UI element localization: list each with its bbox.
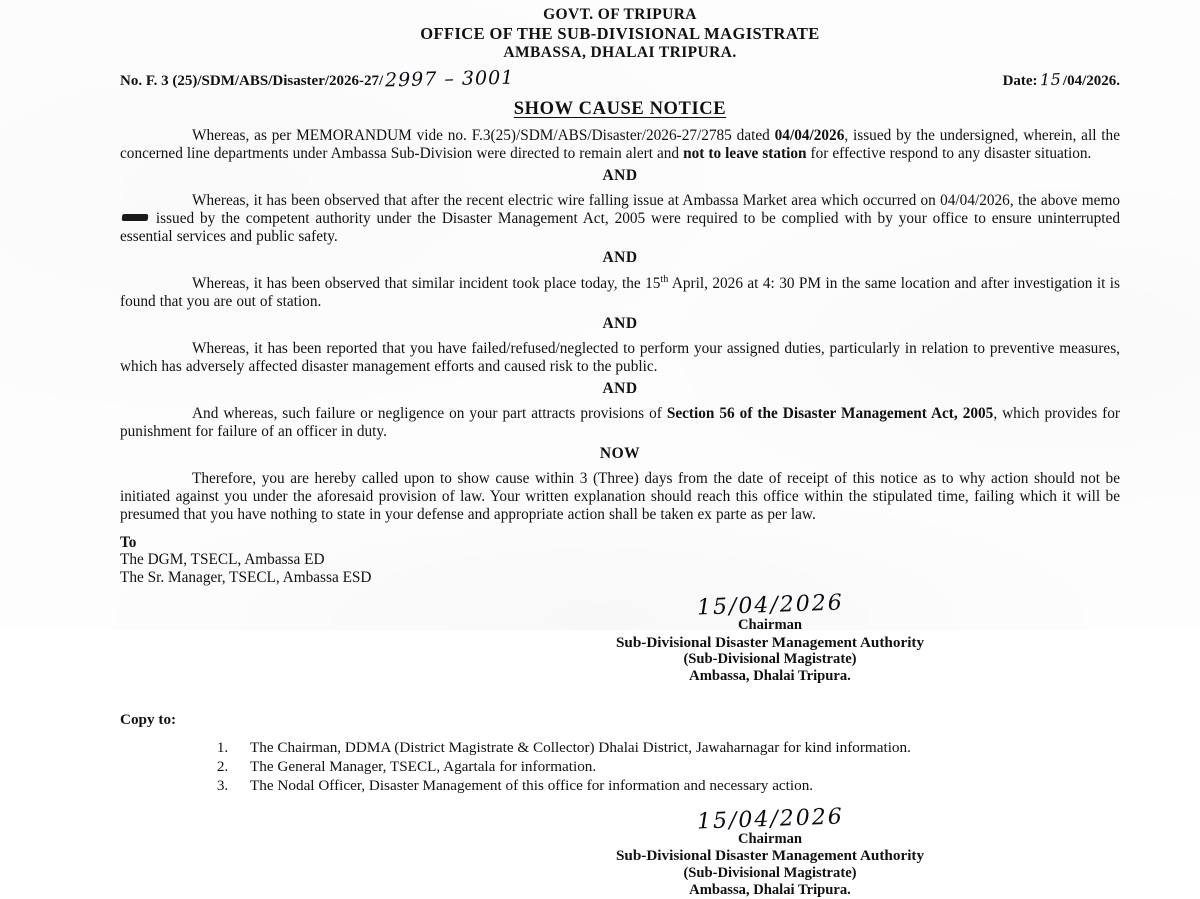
reference-number — [120, 68, 517, 90]
list-item: 2. The General Manager, TSECL, Agartala for information. — [232, 758, 1120, 776]
separator-and-4: AND — [602, 380, 638, 398]
separator-now: NOW — [599, 444, 641, 462]
date-field — [1003, 70, 1120, 90]
paragraph-2 — [120, 192, 1120, 246]
letterhead — [120, 6, 1120, 62]
signature-authority-secondary: Sub-Divisional Disaster Management Authority — [615, 847, 925, 865]
date-rest: /04/2026. — [1062, 73, 1120, 90]
signature-block-secondary — [120, 803, 1120, 899]
paragraph-4: Whereas, it has been reported that you have failed/refused/neglected to perform your assigned duties, particularly in relation to preventive measures, which has adversely affected disaster management efforts and caused risk to the public. — [120, 340, 1120, 376]
paragraph-5-text-b: , which provides for punishment for failure of an officer in duty. — [120, 405, 1120, 441]
signature-title-secondary: Chairman — [737, 830, 803, 847]
signature-title: Chairman — [737, 616, 803, 633]
paragraph-1 — [120, 127, 1120, 163]
letterhead-line-3: AMBASSA, DHALAI TRIPURA. — [503, 43, 737, 61]
paragraph-3-text-a: Whereas, it has been observed that similar incident took place today, the 15 — [192, 275, 661, 293]
signature-designation: (Sub-Divisional Magistrate) — [683, 651, 857, 668]
signature-handwritten: 15/04/2026 — [696, 590, 844, 621]
paragraph-1-text-c: for effective respond to any disaster situation. — [806, 144, 1092, 162]
copy-to-label: Copy to: — [120, 711, 177, 729]
paragraph-3 — [120, 274, 1120, 311]
paragraph-2-text-a: Whereas, it has been observed that after the recent electric wire falling issue at Ambassa Market area which occurred on 04/04/2026, the above memo — [192, 191, 1120, 209]
paragraph-5-text-a: And whereas, such failure or negligence on your part attracts provisions of — [192, 405, 667, 423]
paragraph-1-text-b: , issued by the undersigned, wherein, all the concerned line departments under Ambassa Sub-Division were directed to remain alert and — [120, 127, 1120, 162]
redaction-mark — [122, 214, 149, 221]
paragraph-1-text-a: Whereas, as per MEMORANDUM vide no. F.3(25)/SDM/ABS/Disaster/2026-27/2785 dated — [192, 127, 775, 145]
reference-row — [120, 68, 1120, 90]
paragraph-1-memo-date: 04/04/2026 — [774, 127, 845, 145]
paragraph-1-emphasis: not to leave station — [683, 144, 807, 162]
document-content — [120, 6, 1120, 899]
letterhead-line-2: OFFICE OF THE SUB-DIVISIONAL MAGISTRATE — [420, 24, 820, 44]
signature-authority: Sub-Divisional Disaster Management Authority — [615, 633, 925, 651]
addressee-block — [120, 534, 1120, 587]
signature-place-secondary: Ambassa, Dhalai Tripura. — [689, 882, 851, 898]
copy-to-section — [120, 711, 1120, 794]
addressee-line-2: The Sr. Manager, TSECL, Ambassa ESD — [120, 569, 372, 587]
date-handwritten: 15 — [1039, 69, 1062, 90]
paragraph-5 — [120, 405, 1120, 441]
paragraph-2-text-b: issued by the competent authority under the Disaster Management Act, 2005 were required to be complied with by your office to ensure uninterrupted essential services and public safety. — [120, 209, 1120, 245]
date-label: Date: — [1002, 73, 1038, 90]
paragraph-6: Therefore, you are hereby called upon to show cause within 3 (Three) days from the date of receipt of this notice as to why action should not be initiated against you under the aforesaid provision of law. Your written explanation should reach this office within the stipulated time, failing which it will be presumed that you have nothing to state in your defense and appropriate action shall be taken ex parte as per law. — [120, 469, 1120, 523]
separator-and-2: AND — [602, 249, 638, 267]
letterhead-line-1: GOVT. OF TRIPURA — [543, 6, 697, 23]
reference-number-handwritten: 2997 – 3001 — [384, 66, 515, 92]
addressee-line-1: The DGM, TSECL, Ambassa ED — [120, 551, 325, 569]
addressee-label: To — [120, 533, 137, 551]
signature-designation-secondary: (Sub-Divisional Magistrate) — [683, 865, 857, 882]
separator-and-3: AND — [602, 315, 638, 333]
paragraph-3-text-b: April, 2026 at 4: 30 PM in the same location and after investigation it is found that you are out of station. — [120, 275, 1120, 311]
signature-block-primary — [120, 590, 1120, 685]
list-item: 1. The Chairman, DDMA (District Magistrate & Collector) Dhalai District, Jawaharnagar for kind information. — [232, 739, 1120, 757]
signature-place: Ambassa, Dhalai Tripura. — [689, 668, 851, 685]
copy-to-list — [120, 739, 1120, 794]
document-title: SHOW CAUSE NOTICE — [513, 99, 727, 120]
separator-and-1: AND — [602, 166, 638, 184]
signature-handwritten-secondary: 15/04/2026 — [696, 803, 844, 835]
paragraph-5-legal-citation: Section 56 of the Disaster Management Act, 2005 — [666, 405, 994, 423]
list-item: 3. The Nodal Officer, Disaster Management of this office for information and necessary action. — [232, 777, 1120, 795]
reference-number-label: No. F. 3 (25)/SDM/ABS/Disaster/2026-27/ — [120, 73, 384, 90]
paragraph-3-ordinal-suffix: th — [660, 274, 669, 286]
